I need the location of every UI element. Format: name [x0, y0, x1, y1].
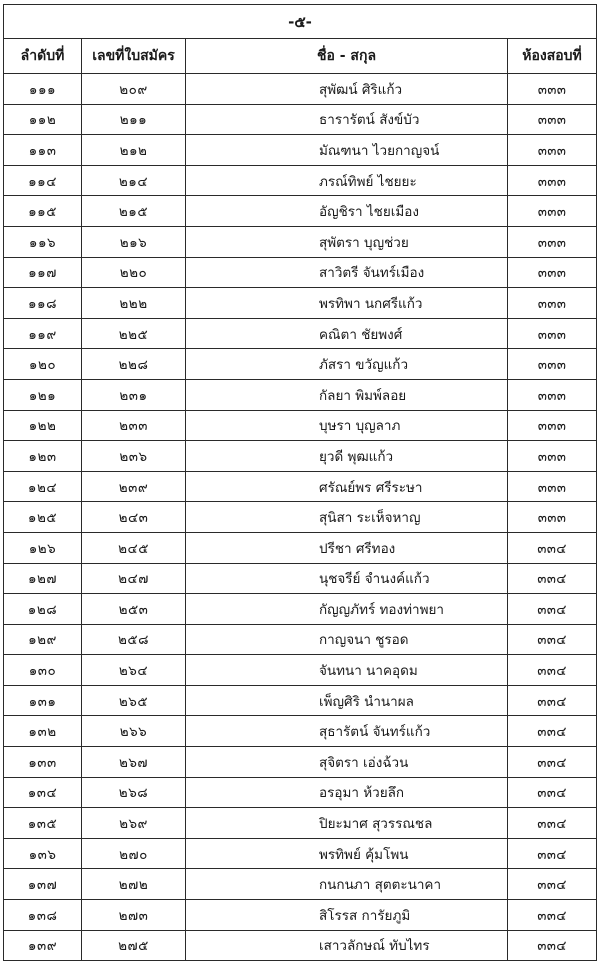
row-application-number: ๒๑๖ — [82, 226, 186, 257]
row-seq: ๑๓๑ — [4, 685, 82, 716]
table-row — [4, 563, 597, 594]
row-seq: ๑๓๖ — [4, 838, 82, 869]
row-name-cell — [186, 808, 508, 839]
row-application-number: ๒๕๘ — [82, 624, 186, 655]
table-row — [4, 716, 597, 747]
row-seq: ๑๓๐ — [4, 655, 82, 686]
row-application-number: ๒๓๓ — [82, 410, 186, 441]
row-application-number: ๒๑๑ — [82, 104, 186, 135]
table-row — [4, 900, 597, 931]
row-application-number: ๒๐๙ — [82, 74, 186, 105]
row-name-cell — [186, 349, 508, 380]
row-full-name: คณิตา ชัยพงศ์ — [319, 326, 403, 343]
table-row — [4, 226, 597, 257]
row-seq: ๑๑๓ — [4, 135, 82, 166]
row-exam-room: ๓๓๔ — [508, 747, 597, 778]
row-exam-room: ๓๓๔ — [508, 777, 597, 808]
row-name-cell — [186, 838, 508, 869]
row-name-cell — [186, 747, 508, 778]
row-seq: ๑๑๙ — [4, 318, 82, 349]
row-seq: ๑๓๔ — [4, 777, 82, 808]
page-number-row — [4, 5, 597, 39]
row-application-number: ๒๖๕ — [82, 685, 186, 716]
row-name-cell — [186, 532, 508, 563]
row-full-name: อัญชิรา ไชยเมือง — [319, 204, 419, 221]
row-exam-room: ๓๓๓ — [508, 257, 597, 288]
row-exam-room: ๓๓๓ — [508, 74, 597, 105]
row-full-name: ภัสรา ขวัญแก้ว — [319, 357, 409, 374]
table-row — [4, 349, 597, 380]
row-application-number: ๒๖๙ — [82, 808, 186, 839]
row-application-number: ๒๗๕ — [82, 930, 186, 961]
row-exam-room: ๓๓๓ — [508, 349, 597, 380]
row-exam-room: ๓๓๔ — [508, 624, 597, 655]
row-application-number: ๒๕๓ — [82, 594, 186, 625]
row-application-number: ๒๑๔ — [82, 165, 186, 196]
row-application-number: ๒๖๔ — [82, 655, 186, 686]
row-full-name: บุษรา บุญลาภ — [319, 418, 401, 435]
row-application-number: ๒๖๘ — [82, 777, 186, 808]
row-full-name: ธารารัตน์ สังข์บัว — [319, 112, 420, 129]
row-application-number: ๒๖๗ — [82, 747, 186, 778]
row-seq: ๑๑๗ — [4, 257, 82, 288]
row-name-cell — [186, 685, 508, 716]
table-row — [4, 747, 597, 778]
row-seq: ๑๑๘ — [4, 288, 82, 319]
page-number: -๕- — [4, 5, 597, 39]
row-application-number: ๒๑๕ — [82, 196, 186, 227]
table-row — [4, 594, 597, 625]
table-row — [4, 838, 597, 869]
table-row — [4, 471, 597, 502]
row-seq: ๑๒๘ — [4, 594, 82, 625]
row-full-name: สุจิตรา เอ่งฉ้วน — [319, 754, 409, 771]
row-exam-room: ๓๓๔ — [508, 808, 597, 839]
row-exam-room: ๓๓๓ — [508, 196, 597, 227]
row-seq: ๑๓๕ — [4, 808, 82, 839]
table-row — [4, 410, 597, 441]
row-full-name: จันทนา นาคอุดม — [319, 663, 418, 680]
table-row — [4, 74, 597, 105]
header-full-name: ชื่อ - สกุล — [186, 39, 508, 74]
row-name-cell — [186, 900, 508, 931]
table-row — [4, 930, 597, 961]
row-application-number: ๒๔๕ — [82, 532, 186, 563]
row-full-name: มัณฑนา ไวยกาญจน์ — [319, 142, 440, 159]
row-full-name: ยุวดี พุฒแก้ว — [319, 448, 394, 465]
row-application-number: ๒๒๒ — [82, 288, 186, 319]
row-full-name: สิโรรส การัยภูมิ — [319, 907, 411, 924]
row-application-number: ๒๒๐ — [82, 257, 186, 288]
table-row — [4, 777, 597, 808]
row-seq: ๑๑๒ — [4, 104, 82, 135]
row-seq: ๑๑๔ — [4, 165, 82, 196]
table-row — [4, 869, 597, 900]
row-seq: ๑๒๔ — [4, 471, 82, 502]
row-application-number: ๒๗๓ — [82, 900, 186, 931]
row-exam-room: ๓๓๓ — [508, 471, 597, 502]
row-application-number: ๒๒๘ — [82, 349, 186, 380]
row-name-cell — [186, 379, 508, 410]
header-seq: ลำดับที่ — [4, 39, 82, 74]
row-full-name: ปิยะมาศ สุวรรณชล — [319, 816, 433, 833]
table-row — [4, 257, 597, 288]
row-name-cell — [186, 655, 508, 686]
row-seq: ๑๑๕ — [4, 196, 82, 227]
row-exam-room: ๓๓๓ — [508, 502, 597, 533]
row-exam-room: ๓๓๔ — [508, 900, 597, 931]
row-name-cell — [186, 410, 508, 441]
table-row — [4, 165, 597, 196]
row-full-name: อรอุมา ห้วยลึก — [319, 785, 405, 802]
row-seq: ๑๓๒ — [4, 716, 82, 747]
row-full-name: พรทิพย์ คุ้มโพน — [319, 846, 409, 863]
header-exam-room: ห้องสอบที่ — [508, 39, 597, 74]
row-seq: ๑๒๕ — [4, 502, 82, 533]
row-exam-room: ๓๓๔ — [508, 655, 597, 686]
row-seq: ๑๒๓ — [4, 441, 82, 472]
exam-room-table — [3, 4, 597, 961]
table-row — [4, 196, 597, 227]
row-exam-room: ๓๓๓ — [508, 104, 597, 135]
row-exam-room: ๓๓๔ — [508, 930, 597, 961]
table-row — [4, 624, 597, 655]
row-full-name: ภรณ์ทิพย์ ไชยยะ — [319, 173, 417, 190]
row-full-name: กัญญภัทร์ ทองท่าพยา — [319, 601, 444, 618]
row-seq: ๑๑๖ — [4, 226, 82, 257]
row-exam-room: ๓๓๔ — [508, 563, 597, 594]
row-seq: ๑๓๙ — [4, 930, 82, 961]
row-exam-room: ๓๓๓ — [508, 288, 597, 319]
row-seq: ๑๒๐ — [4, 349, 82, 380]
row-name-cell — [186, 624, 508, 655]
row-full-name: ปรีชา ศรีทอง — [319, 540, 396, 557]
row-application-number: ๒๗๒ — [82, 869, 186, 900]
row-name-cell — [186, 165, 508, 196]
row-name-cell — [186, 930, 508, 961]
row-seq: ๑๒๙ — [4, 624, 82, 655]
row-application-number: ๒๓๑ — [82, 379, 186, 410]
row-full-name: สุธารัตน์ จันทร์แก้ว — [319, 724, 431, 741]
row-seq: ๑๑๑ — [4, 74, 82, 105]
table-row — [4, 288, 597, 319]
row-full-name: เสาวลักษณ์ ทับไทร — [319, 938, 430, 955]
row-exam-room: ๓๓๔ — [508, 532, 597, 563]
row-name-cell — [186, 441, 508, 472]
row-full-name: กนกนภา สุตตะนาคา — [319, 877, 442, 894]
row-full-name: กัลยา พิมพ์ลอย — [319, 387, 407, 404]
row-name-cell — [186, 471, 508, 502]
row-application-number: ๒๔๓ — [82, 502, 186, 533]
row-name-cell — [186, 716, 508, 747]
row-application-number: ๒๔๗ — [82, 563, 186, 594]
row-name-cell — [186, 563, 508, 594]
row-full-name: สาวิตรี จันทร์เมือง — [319, 265, 425, 282]
row-full-name: กาญจนา ชูรอด — [319, 632, 409, 649]
row-exam-room: ๓๓๓ — [508, 441, 597, 472]
table-row — [4, 532, 597, 563]
table-row — [4, 441, 597, 472]
row-exam-room: ๓๓๔ — [508, 716, 597, 747]
row-exam-room: ๓๓๓ — [508, 226, 597, 257]
row-name-cell — [186, 74, 508, 105]
row-full-name: สุพัฒน์ ศิริแก้ว — [319, 81, 403, 98]
row-exam-room: ๓๓๓ — [508, 379, 597, 410]
row-application-number: ๒๗๐ — [82, 838, 186, 869]
row-full-name: พรทิพา นกศรีแก้ว — [319, 295, 423, 312]
table-row — [4, 379, 597, 410]
table-row — [4, 135, 597, 166]
row-exam-room: ๓๓๔ — [508, 685, 597, 716]
table-row — [4, 655, 597, 686]
row-name-cell — [186, 104, 508, 135]
row-exam-room: ๓๓๔ — [508, 594, 597, 625]
row-name-cell — [186, 196, 508, 227]
row-full-name: สุนิสา ระเห็จหาญ — [319, 510, 421, 527]
row-full-name: สุพัตรา บุญช่วย — [319, 234, 409, 251]
table-row — [4, 104, 597, 135]
table-row — [4, 685, 597, 716]
row-seq: ๑๓๓ — [4, 747, 82, 778]
row-full-name: ศรัณย์พร ศรีระษา — [319, 479, 423, 496]
row-seq: ๑๓๘ — [4, 900, 82, 931]
row-name-cell — [186, 288, 508, 319]
table-header-row — [4, 39, 597, 74]
row-full-name: นุชจรีย์ จำนงค์แก้ว — [319, 571, 430, 588]
row-name-cell — [186, 869, 508, 900]
table-row — [4, 318, 597, 349]
header-application-number: เลขที่ใบสมัคร — [82, 39, 186, 74]
document-page — [3, 4, 596, 966]
row-application-number: ๒๓๖ — [82, 441, 186, 472]
row-seq: ๑๒๗ — [4, 563, 82, 594]
row-application-number: ๒๖๖ — [82, 716, 186, 747]
row-name-cell — [186, 502, 508, 533]
row-exam-room: ๓๓๓ — [508, 410, 597, 441]
row-exam-room: ๓๓๓ — [508, 318, 597, 349]
table-row — [4, 808, 597, 839]
row-name-cell — [186, 257, 508, 288]
row-exam-room: ๓๓๓ — [508, 135, 597, 166]
row-name-cell — [186, 226, 508, 257]
row-seq: ๑๒๖ — [4, 532, 82, 563]
row-name-cell — [186, 777, 508, 808]
row-seq: ๑๒๑ — [4, 379, 82, 410]
table-row — [4, 502, 597, 533]
row-name-cell — [186, 318, 508, 349]
row-seq: ๑๓๗ — [4, 869, 82, 900]
row-exam-room: ๓๓๓ — [508, 165, 597, 196]
row-application-number: ๒๒๕ — [82, 318, 186, 349]
row-full-name: เพ็ญศิริ นำนาผล — [319, 693, 414, 710]
row-application-number: ๒๑๒ — [82, 135, 186, 166]
row-seq: ๑๒๒ — [4, 410, 82, 441]
row-name-cell — [186, 594, 508, 625]
row-application-number: ๒๓๙ — [82, 471, 186, 502]
row-exam-room: ๓๓๔ — [508, 869, 597, 900]
row-exam-room: ๓๓๔ — [508, 838, 597, 869]
row-name-cell — [186, 135, 508, 166]
